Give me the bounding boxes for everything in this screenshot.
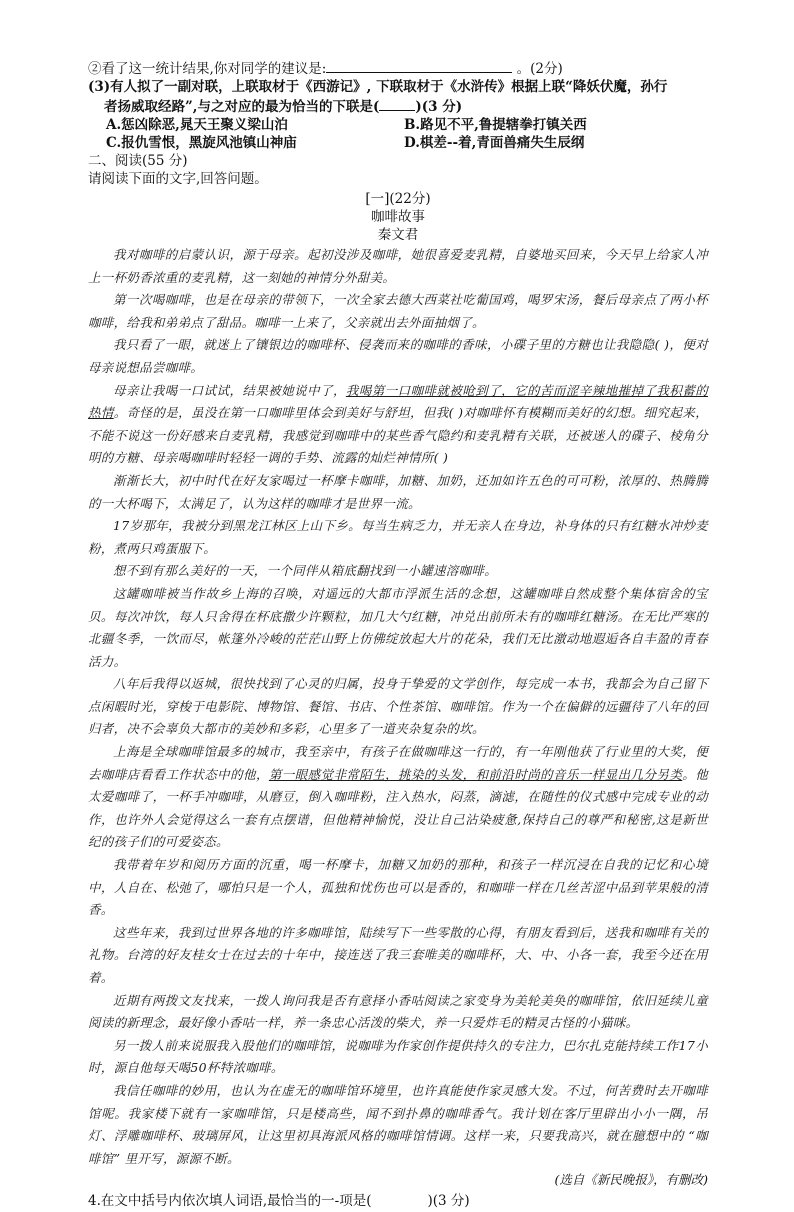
article-body — [88, 244, 708, 1170]
paragraph: 第一次喝咖啡，也是在母亲的带领下，一次全家去德大西菜社吃葡国鸡，喝罗宋汤，餐后母亲点了两小杯咖啡，给我和弟弟点了甜品。咖啡一上来了，父亲就出去外面抽烟了。 — [88, 292, 708, 330]
option-a[interactable]: A.惩凶除恶,晁天王聚义梁山泊 — [106, 117, 288, 133]
question-3-3-line2-a: 者扬威取经路”,与之对应的最为恰当的下联是( — [104, 99, 380, 115]
question-3-3-line2-b: )(3 分) — [415, 99, 463, 115]
underlined-sentence: 第一眼感觉非常陌生，挑染的头发，和前沿时尚的音乐一样显出几分另类 — [268, 766, 683, 782]
paragraph-text: 。他太爱咖啡了，一杯手冲咖啡，从磨豆，倒入咖啡粉，注入热水，闷蒸，滴滤，在随性的仪式感中完成专业的动作，也许外人会觉得这么一套有点摆谱，但他精神愉悦，没让自己沾染疲惫,保持自己的尊严和秘密,这是新世纪的孩子们的可爱姿态。 — [88, 766, 709, 850]
paragraph: 近期有两拨文友找来，一拨人询问我是否有意择小香咕阅读之家变身为美轮美奂的咖啡馆，依旧延续儿童阅读的新理念，最好像小香咕一样，养一条忠心活泼的柴犬，养一只爱炸毛的精灵古怪的小猫咪。 — [88, 992, 708, 1031]
answer-blank[interactable] — [379, 96, 415, 111]
paragraph — [88, 380, 708, 470]
section-heading: 二、阅读(55 分) — [88, 153, 188, 169]
part-label: [一](22分) — [365, 191, 431, 207]
options-row-1 — [88, 116, 708, 134]
question-3-2-prefix: ②看了这一统计结果,你对同学的建议是: — [88, 61, 327, 77]
paragraph-text: 上海是全球咖啡馆最多的城市，我至亲中，有孩子在做咖啡这一行的，有一年刚他获了行业里的大奖，便去咖啡店看看工作状态中的他， — [88, 744, 708, 782]
question-3-3-line1: (3)有人拟了一副对联，上联取材于《西游记》, 下联取材于《水浒传》根据上联“降妖伏魔，孙行 — [88, 79, 668, 95]
question-3-2-suffix: 。(2分) — [516, 61, 563, 77]
paragraph-text: 母亲让我喝一口试试，结果被她说中了， — [113, 382, 346, 398]
paragraph: 渐渐长大，初中时代在好友家喝过一杯摩卡咖啡，加糖、加奶，还加如许五色的可可粉，浓厚的、热腾腾的一大杯喝下，太满足了，认为这样的咖啡才是世界一流。 — [88, 472, 708, 511]
paragraph: 我只看了一眼，就迷上了镶银边的咖啡杯、侵袭而来的咖啡的香味，小碟子里的方糖也让我隐隐( )，便对母亲说想品尝咖啡。 — [88, 337, 708, 375]
paragraph: 另一拨人前来说服我入股他们的咖啡馆，说咖啡为作家创作提供持久的专注力，巴尔扎克能持续工作17小时，源自他每天喝50杯特浓咖啡。 — [88, 1037, 708, 1076]
paragraph: 我对咖啡的启蒙认识，源于母亲。起初没涉及咖啡，她很喜爱麦乳精，自婆地买回来，今天早上给家人冲上一杯奶香浓重的麦乳精，这一刻她的神情分外甜美。 — [88, 247, 708, 285]
article-author: 秦文君 — [377, 227, 419, 243]
options-row-2 — [88, 134, 708, 152]
answer-blank[interactable] — [372, 1191, 428, 1205]
article-source: (选自《新民晚报》，有删改) — [554, 1172, 708, 1188]
option-b[interactable]: B.路见不平,鲁提辖拳打镇关西 — [404, 117, 587, 133]
question-4-text: 4.在文中括号内依次填人词语,最恰当的一-项是( — [88, 1193, 372, 1210]
paragraph: 这些年来，我到过世界各地的许多咖啡馆，陆续写下一些零散的心得，有朋友看到后，送我和咖啡有关的礼物。台湾的好友桂女士在过去的十年中，接连送了我三套唯美的咖啡杯，大、中、小各一套，我至今还在用着。 — [88, 924, 708, 985]
paragraph: 想不到有那么美好的一天，一个同伴从箱底翻找到一小罐速溶咖啡。 — [113, 563, 498, 579]
section-instruction: 请阅读下面的文字,回答问题。 — [88, 171, 268, 187]
question-3-2 — [88, 58, 708, 78]
answer-blank[interactable] — [326, 58, 512, 73]
paragraph — [88, 741, 708, 854]
question-4-score: )(3 分) — [427, 1193, 470, 1210]
option-d[interactable]: D.棋差--着,青面兽痛失生辰纲 — [404, 135, 585, 151]
paragraph: 这罐咖啡被当作故乡上海的召唤，对遥远的大都市浮派生活的念想，这罐咖啡自然成整个集体宿舍的宝贝。每次冲饮，每人只舍得在杯底撒少许颗粒，加几大勺红糖，冲兑出前所未有的咖啡红糖汤。在无比严寒的北疆冬季，一饮而尽，帐篷外冷峻的茫茫山野上仿佛绽放起大片的花朵，我们无比激动地遐逅各自丰盈的青春活力。 — [88, 585, 708, 669]
question-4 — [88, 1190, 708, 1212]
paragraph: 17岁那年，我被分到黑龙江林区上山下乡。每当生病乏力，并无亲人在身边，补身体的只有红糖水冲炒麦粉，煮两只鸡蛋服下。 — [88, 518, 708, 556]
question-3-3-line2 — [88, 96, 708, 116]
article-title: 咖啡故事 — [371, 209, 425, 225]
paragraph: 我带着年岁和阅历方面的沉重，喝一杯摩卡，加糖又加奶的那种，和孩子一样沉浸在自我的记忆和心境中，人自在、松弛了，哪怕只是一个人，孤独和忧伤也可以是香的，和咖啡一样在几丝苦涩中品到苹果般的清香。 — [88, 857, 708, 918]
paragraph-text: 。奇怪的是，虽没在第一口咖啡里体会到美好与舒坦，但我( )对咖啡怀有模糊而美好的幻想。细究起来，不能不说这一份好感来自麦乳精，我感觉到咖啡中的某些香气隐约和麦乳精有关联，还被迷人的碟子、棱角分明的方糖、母亲喝咖啡时轻轻一调的手势、流露的灿烂神情所( ) — [88, 405, 708, 466]
option-c[interactable]: C.报仇雪恨，黑旋风池镇山神庙 — [106, 135, 297, 151]
paragraph: 八年后我得以返城，很快找到了心灵的归属，投身于挚爱的文学创作，每完成一本书，我都会为自己留下点闲暇时光，穿梭于电影院、博物馆、餐馆、书店、个性茶馆、咖啡馆。作为一个在偏僻的远疆待了八年的回归者，决不会辜负大都市的美妙和多彩，心里多了一道夹杂复杂的坎。 — [88, 676, 708, 737]
exam-page — [88, 58, 708, 1212]
paragraph: 我信任咖啡的妙用，也认为在虚无的咖啡馆环境里，也许真能使作家灵感大发。不过，何苦费时去开咖啡馆呢。我家楼下就有一家咖啡馆，只是楼高些，闻不到扑鼻的咖啡香气。我计划在客厅里辟出小小一隅，吊灯、浮雕咖啡杯、玻璃屏风，让这里初具海派风格的咖啡馆情调。这样一来，只要我高兴，就在臆想中的 “咖啡馆” 里开写，源源不断。 — [88, 1082, 708, 1166]
underlined-sentence: 我喝第一口咖啡就被呛到了，它的苦而涩辛辣地摧掉了我积蓄的热情 — [88, 382, 709, 421]
